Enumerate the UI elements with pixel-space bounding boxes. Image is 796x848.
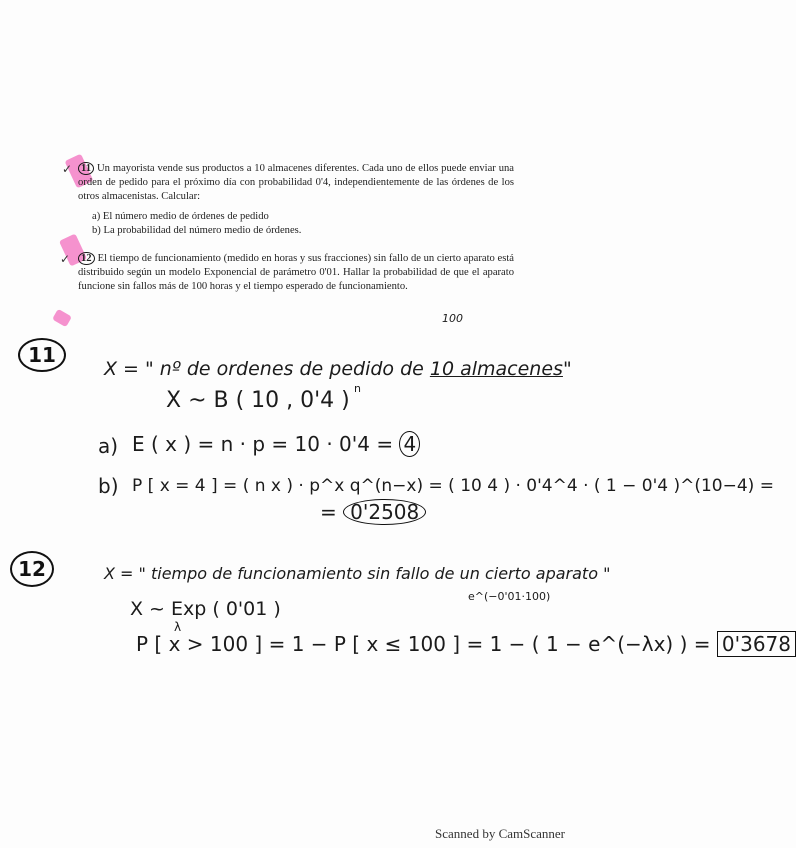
solution-12-label: 12 bbox=[10, 551, 54, 587]
exponent-note: e^(−0'01·100) bbox=[468, 590, 551, 603]
random-variable-definition: X = " nº de ordenes de pedido de 10 almacenes" bbox=[104, 358, 572, 380]
expected-value-expression: E ( x ) = n · p = 10 · 0'4 = 4 bbox=[132, 432, 420, 456]
solution-11-label: 11 bbox=[18, 338, 66, 372]
part-a-label: a) bbox=[98, 434, 119, 458]
footer-watermark: Scanned by CamScanner bbox=[435, 826, 565, 841]
exponential-distribution: X ~ Exp ( 0'01 ) bbox=[130, 598, 281, 620]
underlined-phrase: 10 almacenes bbox=[429, 358, 563, 380]
random-variable-definition-12: X = " tiempo de funcionamiento sin fallo de un cierto aparato " bbox=[104, 564, 611, 583]
problem-number: 11 bbox=[78, 162, 94, 175]
part-b-label: b) bbox=[98, 474, 119, 498]
check-mark-icon: ✓ bbox=[60, 252, 71, 266]
margin-note: 100 bbox=[442, 312, 463, 325]
problem-number: 12 bbox=[78, 252, 95, 265]
n-mark: n bbox=[354, 382, 361, 395]
probability-expression: P [ x = 4 ] = ( n x ) · p^x q^(n−x) = ( 10 4 ) · 0'4^4 · ( 1 − 0'4 )^(10−4) = bbox=[132, 476, 774, 496]
item-a: a) El número medio de órdenes de pedido bbox=[92, 211, 269, 222]
problem-text: Un mayorista vende sus productos a 10 almacenes diferentes. Cada uno de ellos puede enviar una orden de pedido para el próximo día con probabilidad 0'4, independientemente de las órdenes de los otros almacenistas. Calcular: bbox=[78, 163, 514, 202]
survival-probability-result: 0'3678 bbox=[717, 631, 796, 657]
probability-result-line: = 0'2508 bbox=[320, 500, 426, 524]
problem-12-statement bbox=[78, 252, 514, 294]
survival-probability-expression: P [ x > 100 ] = 1 − P [ x ≤ 100 ] = 1 − ( 1 − e^(−λx) ) = 0'3678 bbox=[136, 632, 796, 656]
problem-11-statement bbox=[78, 162, 514, 238]
probability-result: 0'2508 bbox=[343, 499, 426, 525]
problem-text: El tiempo de funcionamiento (medido en horas y sus fracciones) sin fallo de un cierto aparato está distribuido según un modelo Exponencial de parámetro 0'01. Hallar la probabilidad de que el aparato funcione sin fallos más de 100 horas y el tiempo esperado de funcionamiento. bbox=[78, 253, 514, 292]
item-b: b) La probabilidad del número medio de órdenes. bbox=[92, 225, 302, 236]
check-mark-icon: ✓ bbox=[62, 162, 73, 176]
expected-value-result: 4 bbox=[399, 431, 420, 457]
binomial-distribution: X ~ B ( 10 , 0'4 ) bbox=[166, 388, 350, 413]
lambda-mark: λ bbox=[174, 620, 182, 634]
highlight-mark bbox=[52, 309, 72, 327]
